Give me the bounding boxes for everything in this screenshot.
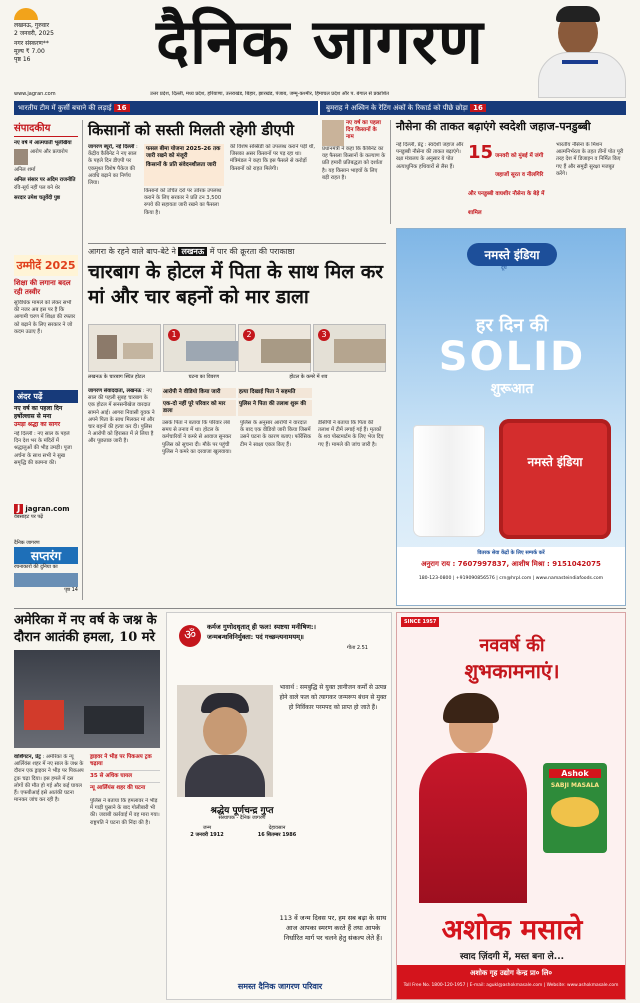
newspaper-title: दैनिक जागरण [156,5,484,78]
ad-tagline-top: हर दिन की [475,315,549,336]
ashok-since-badge: SINCE 1957 [401,617,439,627]
logo-sun [14,8,38,20]
jagran-web-box[interactable]: J jagran.com वेबसाइट पर पढ़ें [14,504,70,520]
modi-story: नए वर्ष का पहला दिन किसानों के नाम प्रधानमंत्री ने कहा कि कैबिनेट का यह फैसला किसानों के कल्याण के प्रति हमारी प्रतिबद्धता को दर्शाता है। यह किसान भाइयों के लिए बड़ी राहत है। [322,120,386,181]
milk-pouch: नमस्ते इंडिया [499,419,611,539]
navy-highlight: 15 जनवरी को मुंबई में जंगी जहाजों सूरत व नीलगिरि और पनडुब्बी वाघशीर नौसेना के बेड़े में शामिल [468,142,545,216]
issue-date: 2 जनवरी, 2025 [14,30,54,37]
illustration-panel: 1 [163,324,236,372]
sabji-masala-pack: Ashok SABJI MASALA [543,763,607,853]
ad-tagline-bottom: शुरूआत [490,381,534,397]
founder-portrait [177,685,273,797]
andar-headline: नए वर्ष का पहला दिन हर्षोल्लास से मना [14,405,63,420]
edition-label: नगर संस्करण** [14,40,49,47]
us-attack-story: अमेरिका में नए वर्ष के जश्न के दौरान आतंकी हमला, 10 मरे वाशिंगटन, प्रेट्र : अमेरिका के न्यू आर्लियंस शहर में नए साल के जश्न के दौरान एक ड्राइवर ने भीड़ पर पिकअप ट्रक चढ़ा दिया। इस हमले में दस लोगों की मौत हो गई और कई घायल हैं। एफबीआई इसे आतंकी घटना मानकर जांच कर रही है। ड्राइवर ने भीड़ पर पिकअप ट्रक चढ़ाया 35 से अधिक घायल न्यू आर्लियंस शहर की घटना पुलिस ने बताया कि हमलावर ने भीड़ में गाड़ी घुसाने के बाद गोलीबारी भी की। जवाबी कार्रवाई में वह मारा गया। राष्ट्रपति ने घटना की निंदा की है। [14,613,160,826]
j-logo-icon: J [14,504,23,514]
website-url[interactable]: www.jagran.com [14,91,56,97]
andar-headline-2: उमड़ा श्रद्धा का सागर [14,421,61,428]
publishing-states: उत्तर प्रदेश, दिल्ली, मध्य प्रदेश, हरियाणा, उत्तराखंड, बिहार, झारखंड, पंजाब, जम्मू-कश्मीर, हिमाचल प्रदेश और प. बंगाल से प्रकाशित [150,91,390,97]
lucknow-headline[interactable]: चारबाग के होटल में पिता के साथ मिल कर मां और चार बहनों को मार डाला [88,261,384,308]
illustration-panel: 2 [238,324,311,372]
ad-brand-top: नमस्ते इंडिया [467,243,557,266]
ad-contact-strip: वितरक सेवा केंद्रों के लिए सम्पर्क करें अनुराग राय : 7607997837, आशीष मिश्रा : 9151042075 180-123-0800 | +919090856576 | crn@hrpl.com | www.namasteindiafoods.com [397,547,625,605]
lucknow-story: आगरा के रहने वाले बाप-बेटे ने लखनऊ में पार की क्रूरता की पराकाष्ठा चारबाग के होटल में पिता के साथ मिल कर मां और चार बहनों को मार डाला 1 2 3 लखनऊ के चारबाग स्थित होटल घटना का विवरण होटल के कमरे में शव जागरण संवाददाता, लखनऊ : नए साल की पहली सुबह चारबाग के एक होटल में सनसनीखेज वारदात सामने आई। आगरा निवासी युवक ने अपने पिता के साथ मिलकर मां और चार बहनों की हत्या कर दी। पुलिस ने आरोपी को हिरासत में ले लिया है और पूछताछ जारी है। आरोपी ने वीडियो किया जारी हत्या दिखाई पिता ने सहमति एक-दो नहीं पूरे परिवार को मार डाला पुलिस ने पिता की तलाश शुरू की उसके पिता ने बताया कि परिवार लंबे समय से तनाव में था। होटल के कर्मचारियों ने कमरे से आवाज सुनकर पुलिस को सूचना दी। मौके पर पहुंची पुलिस ने कमरे का दरवाजा खुलवाया। पुलिस के अनुसार आरोपी ने वारदात के बाद एक वीडियो जारी किया जिसमें उसने घटना के कारण बताए। फॉरेंसिक टीम ने साक्ष्य एकत्र किए हैं। डीसीपी ने बताया कि पिता की तलाश में टीमें लगाई गई हैं। मृतकों के शव पोस्टमार्टम के लिए भेज दिए गए हैं। मामले की जांच जारी है। [88,246,386,606]
lucknow-kicker: आगरा के रहने वाले बाप-बेटे ने लखनऊ में पार की क्रूरता की पराकाष्ठा [88,247,295,256]
tribute-family: समस्त दैनिक जागरण परिवार [237,982,323,991]
namaste-india-ad[interactable]: नमस्ते इंडिया दूध हर दिन की SOLID शुरूआत नमस्ते इंडिया वितरक सेवा केंद्रों के लिए सम्पर्क करें अनुराग राय : 7607997837, आशीष मिश्रा : 9151042075 180-123-0800 | +919090856576 | crn@hrpl.com | www.namasteindiafoods.com [396,228,626,606]
lucknow-bullets: आरोपी ने वीडियो किया जारी हत्या दिखाई पिता ने सहमति एक-दो नहीं पूरे परिवार को मार डाला पुलिस ने पिता की तलाश शुरू की [162,388,312,416]
teaser-right[interactable]: बुमराह ने अश्विन के रेटिंग अंकों के रिकार्ड को पीछे छोड़ा 16 [320,101,626,115]
page-count: पृष्ठ 16 [14,56,31,63]
teaser-left[interactable]: भारतीय टीम में कुर्सी बचाने की लड़ाई 16 [14,101,320,115]
andar-box: अंदर पढ़ें नए वर्ष का पहला दिन हर्षोल्लास से मना उमड़ा श्रद्धा का सागर नई दिल्ली : नए साल के पहले दिन देश भर के मंदिरों में श्रद्धालुओं की भीड़ उमड़ी। पूजा अर्चना के साथ सभी ने सुख समृद्धि की कामना की। [14,390,78,500]
lead-bullet-box: फसल बीमा योजना 2025-26 तक जारी रखने को मंजूरी किसानों के प्रति संवेदनशीलता जारी [144,144,224,186]
teaser-bar [14,101,626,115]
cricketer-photo [532,4,628,96]
umeed-box: उम्मीदें 2025 शिक्षा की लगाना बदल रही तस्वीर सुविधिक मामले को लेकर सभी की नजर अब इस पर है कि आगामी चरण में शिक्षा की रफ्तार को बढ़ाने के लिए सरकार ने जो कदम उठाए हैं। [14,255,78,385]
model-figure [413,693,533,903]
edition-info [14,22,94,64]
umeed-title: उम्मीदें 2025 [14,255,78,276]
illustration-strip [88,324,386,372]
om-icon: ॐ [179,625,201,647]
milk-glass [413,425,485,537]
illustration-captions: लखनऊ के चारबाग स्थित होटल घटना का विवरण होटल के कमरे में शव [88,374,328,380]
saptrang-photo [14,573,78,587]
navy-story: नौसेना की ताकत बढ़ाएंगे स्वदेशी जहाज-पनडुब्बी नई दिल्ली, प्रेट्र : स्वदेशी जहाज और पनडुब्बी नौसेना की ताकत बढ़ाएंगे। रक्षा मंत्रालय के अनुसार ये पोत अत्याधुनिक हथियारों से लैस हैं। 15 जनवरी को मुंबई में जंगी जहाजों सूरत व नीलगिरि और पनडुब्बी वाघशीर नौसेना के बेड़े में शामिल भारतीय नौसेना के मिशन आत्मनिर्भरता के तहत तीनों पोत पूरी तरह देश में डिजाइन व निर्मित किए गए हैं और समुद्री सुरक्षा मजबूत करेंगे। [396,120,626,224]
ashok-footer: अशोक गृह उद्योग केन्द्र प्रा० लि० Toll Free No. 1800-120-1957 | E-mail: agukl@ashokmasale.com | Website: www.ashokmasale.com [397,965,625,999]
ashok-slogan: स्वाद ज़िंदगी में, मस्त बना ले... [459,952,565,962]
founder-name: श्रद्धेय पूर्णचन्द्र गुप्त [210,806,274,816]
lead-headline[interactable]: किसानों को सस्ती मिलती रहेगी डीएपी [88,121,295,139]
tribute-box: ॐ कर्मज गुणोदधृतात् ही फल! स्पष्टया मनीषिण:। जन्मबन्धविनिर्मुक्ता: पदं गच्छन्त्यनामयम्॥ गीता 2.51 भावार्थ : समबुद्धि से युक्त ज्ञानीजन कर्मों से उत्पन्न होने वाले फल को त्यागकर जन्मरूप बंधन से मुक्त हो निर्विकार परमपद को प्राप्त हो जाते हैं। श्रद्धेय पूर्णचन्द्र गुप्त संस्थापक - दैनिक जागरण जन्म 2 जनवरी 1912 देहावसान 16 सितम्बर 1986 113 वें जन्म दिवस पर, हम सब बढ़ा के साथ आज आपका स्मरण करते हैं तथा आपके निर्धारित मार्ग पर चलने हेतु संकल्प लेते हैं। समस्त दैनिक जागरण परिवार [166,612,392,1000]
left-sidebar [14,120,78,600]
lead-story: किसानों को सस्ती मिलती रहेगी डीएपी जागरण ब्यूरो, नई दिल्ली : केंद्रीय कैबिनेट ने नए साल के पहले दिन डीएपी पर एकमुश्त विशेष पैकेज की अवधि बढ़ाने का निर्णय लिया। फसल बीमा योजना 2025-26 तक जारी रखने को मंजूरी किसानों के प्रति संवेदनशीलता जारी किसानों को उचित दरों पर उर्वरक उपलब्ध कराने के लिए सरकार ने प्रति टन 3,500 रुपये की सहायता जारी रखने का फैसला किया है। की विशेष सब्सिडी को उपलब्ध कराने पड़ी थी, जिसका असर किसानों पर पड़ रहा था। मंत्रिमंडल ने कहा कि इस फैसले से करोड़ों किसानों को राहत मिलेगी। [88,120,318,240]
masthead [0,0,640,102]
columnist-photo [14,149,28,165]
ashok-title: अशोक मसाले [441,913,583,946]
umeed-headline: शिक्षा की लगाना बदल रही तस्वीर [14,279,71,296]
tribute-message: 113 वें जन्म दिवस पर, हम सब बढ़ा के साथ आज आपका स्मरण करते हैं तथा आपके निर्धारित मार्ग पर चलने हेतु संकल्प लेते हैं। [279,914,387,942]
price: मूल्य ₹ 7.00 [14,48,45,55]
illustration-panel [88,324,161,372]
attack-headline[interactable]: अमेरिका में नए वर्ष के जश्न के दौरान आतंकी हमला, 10 मरे [14,613,157,645]
city-day: लखनऊ, गुरुवार [14,22,50,29]
modi-photo [322,120,344,146]
editorial-list: नए वर्ष में आत्मघाती भूलेखिया आरोप और प्रत्यारोप अनिल शर्मा अनिल संसार पर अदिम राजनीति रवि-सूर्य नहीं पल बने थेर सरदार उमेश चतुर्वेदी पुष्ठ [14,140,76,201]
andar-heading: अंदर पढ़ें [14,390,78,403]
editorial-heading: संपादकीय [14,120,78,137]
attack-bullets: ड्राइवर ने भीड़ पर पिकअप ट्रक चढ़ाया 35 से अधिक घायल न्यू आर्लियंस शहर की घटना [90,754,160,792]
ashok-masale-ad[interactable]: SINCE 1957 नववर्ष की शुभकामनाएं। Ashok SABJI MASALA अशोक मसाले स्वाद ज़िंदगी में, मस्त बना ले... अशोक गृह उद्योग केन्द्र प्रा० लि० Toll Free No. 1800-120-1957 | E-mail: agukl@ashokmasale.com | Website: www.ashokmasale.com [396,612,626,1000]
illustration-panel: 3 [313,324,386,372]
attack-photo [14,650,160,748]
ad-solid: SOLID [438,334,586,380]
saptrang-box: दैनिक जागरण सप्तरंग रचनाकारों की दुनिया का पृष्ठ 14 [14,540,78,593]
navy-headline[interactable]: नौसेना की ताकत बढ़ाएंगे स्वदेशी जहाज-पनडुब्बी [396,120,591,133]
